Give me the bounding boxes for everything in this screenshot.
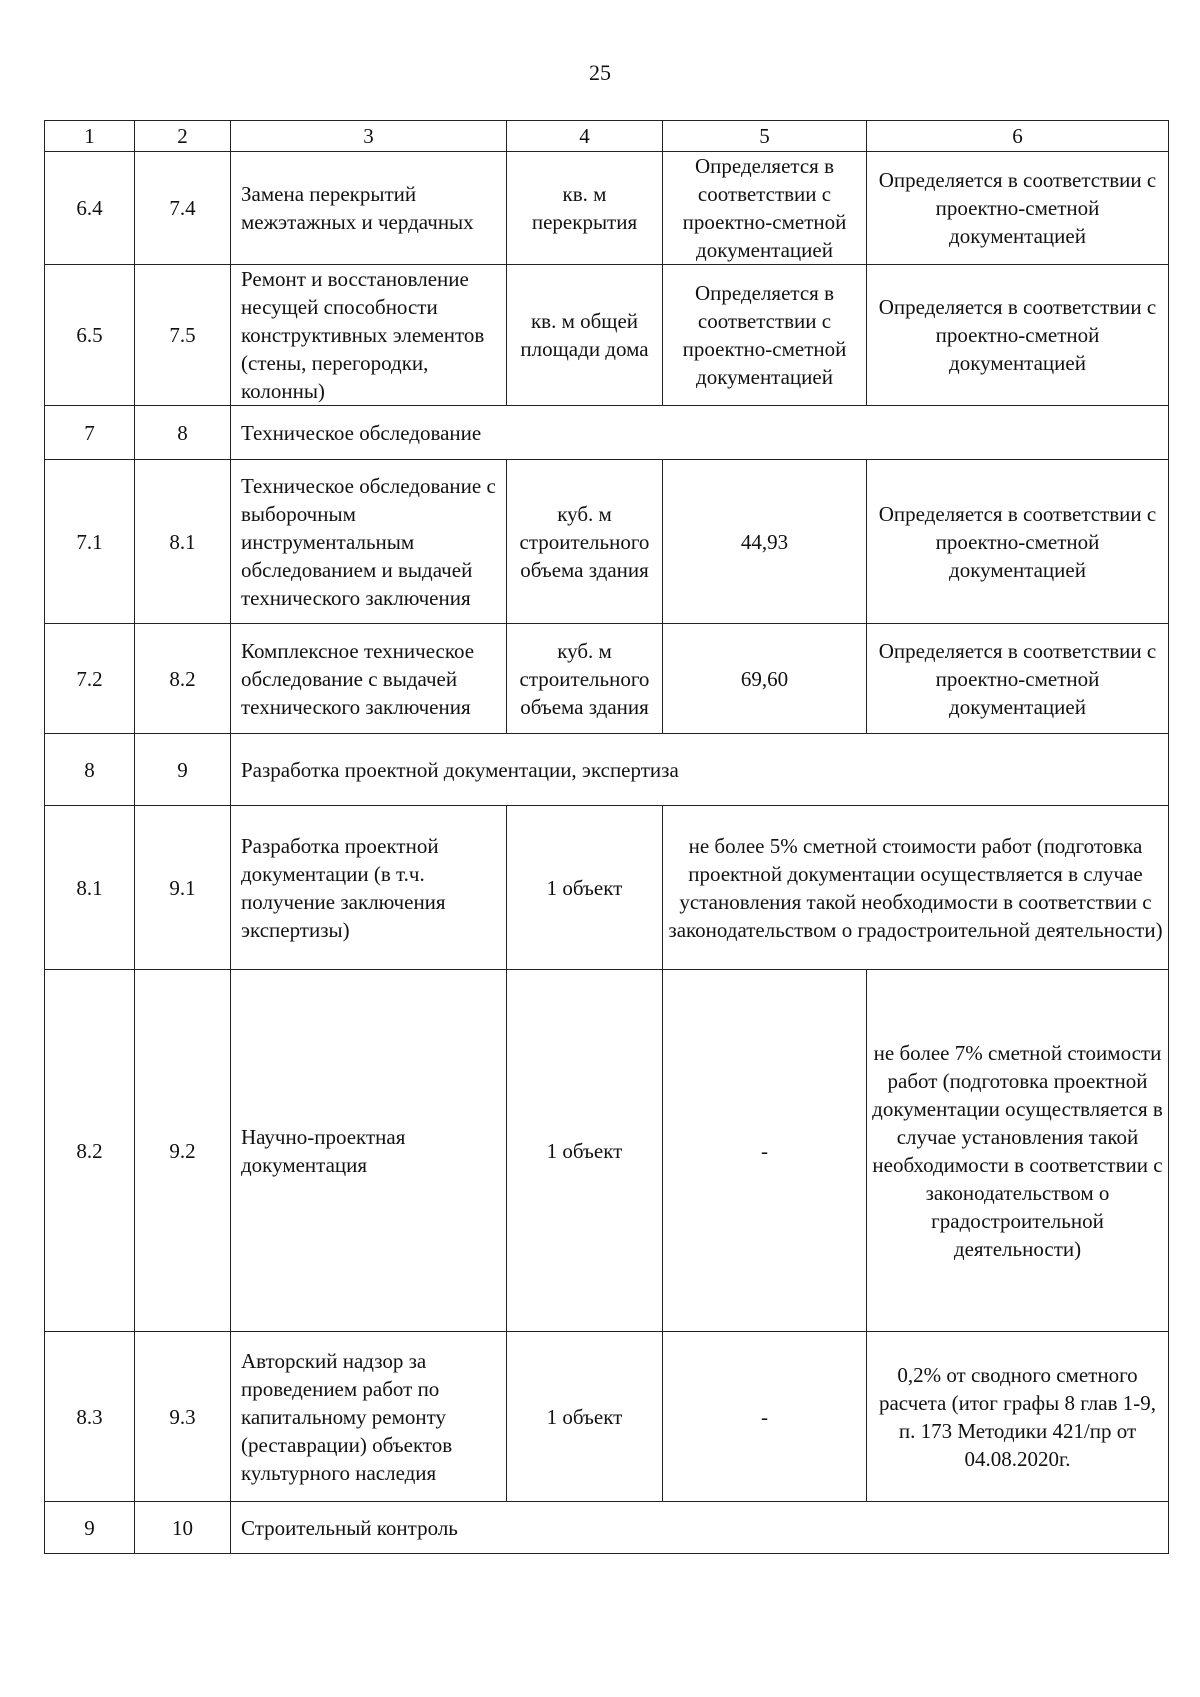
header-cell: 6: [867, 121, 1169, 152]
limit-cell: Определяется в соответствии с проектно-сметной документацией: [867, 152, 1169, 265]
unit-cell: кв. м общей площади дома: [507, 265, 663, 406]
row-code-cell: 9: [135, 734, 231, 806]
row-code-cell: 9.2: [135, 970, 231, 1332]
work-name-cell: Комплексное техническое обследование с выдачей технического заключения: [231, 624, 507, 734]
unit-cell: 1 объект: [507, 1332, 663, 1502]
value-cell: Определяется в соответствии с проектно-сметной документацией: [663, 152, 867, 265]
row-code-cell: 7.5: [135, 265, 231, 406]
value-cell: -: [663, 1332, 867, 1502]
header-cell: 1: [45, 121, 135, 152]
header-cell: 4: [507, 121, 663, 152]
work-name-cell: Авторский надзор за проведением работ по капитальному ремонту (реставрации) объектов культурного наследия: [231, 1332, 507, 1502]
table-row: [45, 152, 1169, 265]
row-number-cell: 8.2: [45, 970, 135, 1332]
work-name-cell: Замена перекрытий межэтажных и чердачных: [231, 152, 507, 265]
table-row: [45, 460, 1169, 624]
row-number-cell: 8: [45, 734, 135, 806]
row-number-cell: 7: [45, 406, 135, 460]
section-title: Разработка проектной документации, экспертиза: [231, 734, 1169, 806]
page-number: 25: [589, 60, 611, 85]
row-number-cell: 8.1: [45, 806, 135, 970]
table-row: [45, 1332, 1169, 1502]
value-cell: Определяется в соответствии с проектно-сметной документацией: [663, 265, 867, 406]
work-name-cell: Научно-проектная документация: [231, 970, 507, 1332]
section-row: [45, 1502, 1169, 1554]
limit-cell: Определяется в соответствии с проектно-сметной документацией: [867, 460, 1169, 624]
unit-cell: куб. м строительного объема здания: [507, 460, 663, 624]
row-code-cell: 7.4: [135, 152, 231, 265]
limit-cell: 0,2% от сводного сметного расчета (итог графы 8 глав 1-9, п. 173 Методики 421/пр от 04.08.2020г.: [867, 1332, 1169, 1502]
unit-cell: 1 объект: [507, 970, 663, 1332]
row-number-cell: 7.1: [45, 460, 135, 624]
header-cell: 3: [231, 121, 507, 152]
row-number-cell: 8.3: [45, 1332, 135, 1502]
row-code-cell: 9.1: [135, 806, 231, 970]
limit-cell: не более 7% сметной стоимости работ (подготовка проектной документации осуществляется в случае установления такой необходимости в соответствии с законодательством о градостроительной деятельности): [867, 970, 1169, 1332]
limit-cell: Определяется в соответствии с проектно-сметной документацией: [867, 265, 1169, 406]
row-code-cell: 8.2: [135, 624, 231, 734]
unit-cell: 1 объект: [507, 806, 663, 970]
row-code-cell: 8: [135, 406, 231, 460]
table-row: [45, 624, 1169, 734]
table-row: [45, 265, 1169, 406]
section-row: [45, 734, 1169, 806]
row-code-cell: 9.3: [135, 1332, 231, 1502]
value-cell: 44,93: [663, 460, 867, 624]
value-cell: 69,60: [663, 624, 867, 734]
row-number-cell: 7.2: [45, 624, 135, 734]
work-name-cell: Техническое обследование с выборочным инструментальным обследованием и выдачей технического заключения: [231, 460, 507, 624]
row-number-cell: 6.5: [45, 265, 135, 406]
section-title: Техническое обследование: [231, 406, 1169, 460]
section-title: Строительный контроль: [231, 1502, 1169, 1554]
header-row: [45, 121, 1169, 152]
row-code-cell: 8.1: [135, 460, 231, 624]
value-cell: -: [663, 970, 867, 1332]
section-row: [45, 406, 1169, 460]
header-cell: 5: [663, 121, 867, 152]
row-number-cell: 9: [45, 1502, 135, 1554]
header-cell: 2: [135, 121, 231, 152]
unit-cell: куб. м строительного объема здания: [507, 624, 663, 734]
unit-cell: кв. м перекрытия: [507, 152, 663, 265]
row-number-cell: 6.4: [45, 152, 135, 265]
works-table: [44, 120, 1169, 1554]
limit-cell: Определяется в соответствии с проектно-сметной документацией: [867, 624, 1169, 734]
merged-limit-cell: не более 5% сметной стоимости работ (подготовка проектной документации осуществляется в случае установления такой необходимости в соответствии с законодательством о градостроительной деятельности): [663, 806, 1169, 970]
row-code-cell: 10: [135, 1502, 231, 1554]
work-name-cell: Ремонт и восстановление несущей способности конструктивных элементов (стены, перегородки, колонны): [231, 265, 507, 406]
work-name-cell: Разработка проектной документации (в т.ч. получение заключения экспертизы): [231, 806, 507, 970]
table-row: [45, 806, 1169, 970]
table-row: [45, 970, 1169, 1332]
